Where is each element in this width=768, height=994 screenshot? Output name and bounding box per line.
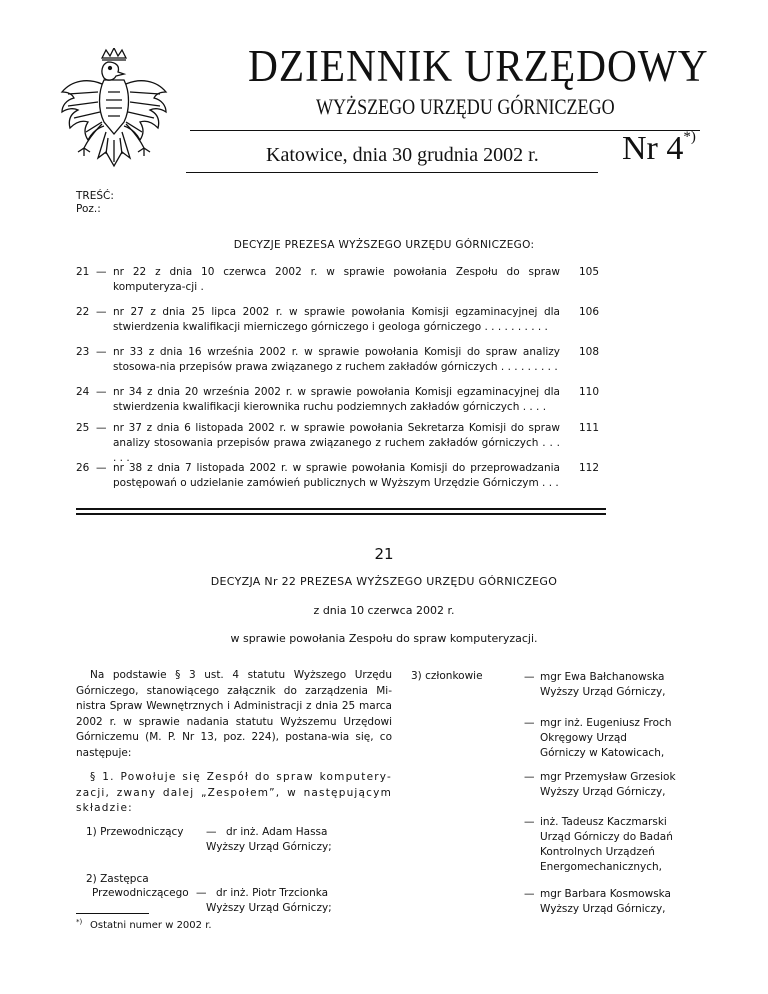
member-dash: —	[524, 771, 535, 783]
role-chair-org: Wyższy Urząd Górniczy;	[206, 841, 332, 853]
journal-subtitle: WYŻSZEGO URZĘDU GÓRNICZEGO	[316, 94, 615, 119]
issue-date: Katowice, dnia 30 grudnia 2002 r.	[266, 144, 539, 166]
member-line: Urząd Górniczy do Badań	[540, 831, 673, 843]
toc-item-number: 26	[76, 462, 90, 474]
member-line: mgr Barbara Kosmowska	[540, 888, 671, 900]
toc-item-page: 106	[579, 306, 600, 318]
toc-item-page: 111	[579, 422, 600, 434]
toc-item-dash: —	[96, 462, 107, 474]
member-item	[524, 670, 666, 700]
toc-item-number: 24	[76, 386, 90, 398]
role-chair-dash: —	[206, 826, 217, 838]
toc-item-dash: —	[96, 306, 107, 318]
footnote-rule	[76, 913, 149, 914]
member-dash: —	[524, 816, 535, 828]
decision-number: 21	[374, 545, 394, 563]
toc-item-page: 105	[579, 266, 600, 278]
toc-label: TREŚĆ:	[76, 190, 114, 202]
journal-title: DZIENNIK URZĘDOWY	[248, 41, 709, 91]
member-item	[524, 716, 671, 761]
decision-preamble: Na podstawie § 3 ust. 4 statutu Wyższego Urzędu Górniczego, stanowiącego załącznik do zarządzenia Mi-nistra Spraw Wewnętrznych i Administracji z dnia 25 marca 2002 r. w sprawie nadania statutu Wyższemu Urzędowi Górniczemu (M. P. Nr 13, poz. 224), postana-wia się, co następuje:	[76, 669, 392, 759]
toc-heading: DECYZJE PREZESA WYŻSZEGO URZĘDU GÓRNICZEGO:	[233, 239, 535, 251]
role-deputy-name: dr inż. Piotr Trzcionka	[216, 887, 329, 899]
member-dash: —	[524, 888, 535, 900]
toc-item-dash: —	[96, 422, 107, 434]
member-item	[524, 887, 671, 917]
toc-item-text: nr 38 z dnia 7 listopada 2002 r. w sprawie powołania Komisji do przeprowadzania postępowań o udzielanie zamówień publicznych w Wyższym Urzędzie Górniczym . . .	[113, 462, 560, 489]
eagle-emblem-icon	[58, 48, 170, 180]
issue-number-value: Nr 4	[622, 130, 684, 167]
toc-item-text: nr 22 z dnia 10 czerwca 2002 r. w sprawie powołania Zespołu do spraw komputeryza-cji .	[113, 266, 560, 293]
role-deputy-label-1: 2) Zastępca	[86, 873, 149, 885]
member-line: mgr Ewa Bałchanowska	[540, 671, 665, 683]
date-rule	[186, 172, 598, 173]
role-chair-name: dr inż. Adam Hassa	[226, 826, 328, 838]
toc-item-text: nr 27 z dnia 25 lipca 2002 r. w sprawie powołania Komisji egzaminacyjnej dla stwierdzenia kwalifikacji mierniczego górniczego i geologa górniczego . . . . . . . . . .	[113, 306, 560, 333]
toc-item-page: 108	[579, 346, 600, 358]
toc-item-number: 22	[76, 306, 90, 318]
member-item	[524, 815, 673, 875]
member-line: Wyższy Urząd Górniczy,	[540, 903, 666, 915]
member-line: Górniczy w Katowicach,	[540, 747, 665, 759]
issue-number	[622, 129, 696, 167]
member-line: Wyższy Urząd Górniczy,	[540, 786, 666, 798]
member-dash: —	[524, 671, 535, 683]
footnote-mark: *)	[76, 918, 83, 926]
toc-item-page: 112	[579, 462, 600, 474]
decision-paragraph-1: § 1. Powołuje się Zespół do spraw komputery-zacji, zwany dalej „Zespołem”, w następującym składzie:	[76, 771, 392, 814]
role-deputy-dash: —	[196, 887, 207, 899]
toc-item-text: nr 37 z dnia 6 listopada 2002 r. w sprawie powołania Sekretarza Komisji do spraw analizy stosowania przepisów prawa związanego z ruchem zakładów górniczych . . . . . .	[113, 422, 560, 464]
members-label: 3) członkowie	[411, 670, 483, 682]
member-line: Kontrolnych Urządzeń	[540, 846, 655, 858]
role-deputy-label-2: Przewodniczącego	[92, 887, 189, 899]
decision-title: DECYZJA Nr 22 PREZESA WYŻSZEGO URZĘDU GÓRNICZEGO	[210, 575, 558, 588]
member-item	[524, 770, 676, 800]
toc-item-number: 25	[76, 422, 90, 434]
toc-item-page: 110	[579, 386, 600, 398]
toc-item-text: nr 33 z dnia 16 września 2002 r. w sprawie powołania Komisji do spraw analizy stosowa-nia przepisów prawa związanego z ruchem zakładów górniczych . . . . . . . . .	[113, 346, 560, 373]
member-line: inż. Tadeusz Kaczmarski	[540, 816, 667, 828]
role-chair-label: 1) Przewodniczący	[86, 826, 184, 838]
toc-item-dash: —	[96, 386, 107, 398]
issue-number-mark: *)	[683, 129, 696, 145]
member-line: Wyższy Urząd Górniczy,	[540, 686, 666, 698]
decision-date: z dnia 10 czerwca 2002 r.	[313, 604, 455, 617]
member-line: mgr Przemysław Grzesiok	[540, 771, 676, 783]
toc-poz-label: Poz.:	[76, 203, 101, 215]
toc-item-number: 21	[76, 266, 90, 278]
toc-item-dash: —	[96, 266, 107, 278]
section-divider	[76, 508, 606, 515]
role-deputy-org: Wyższy Urząd Górniczy;	[206, 902, 332, 914]
toc-item-number: 23	[76, 346, 90, 358]
toc-item-text: nr 34 z dnia 20 września 2002 r. w sprawie powołania Komisji egzaminacyjnej dla stwierdzenia kwalifikacji kierownika ruchu podziemnych zakładów górniczych . . . .	[113, 386, 560, 413]
footnote-text: Ostatni numer w 2002 r.	[90, 920, 212, 931]
member-line: mgr inż. Eugeniusz Froch	[540, 717, 672, 729]
member-line: Okręgowy Urząd	[540, 732, 627, 744]
member-dash: —	[524, 717, 535, 729]
member-line: Energomechanicznych,	[540, 861, 663, 873]
decision-subject: w sprawie powołania Zespołu do spraw komputeryzacji.	[230, 632, 538, 645]
toc-item-dash: —	[96, 346, 107, 358]
